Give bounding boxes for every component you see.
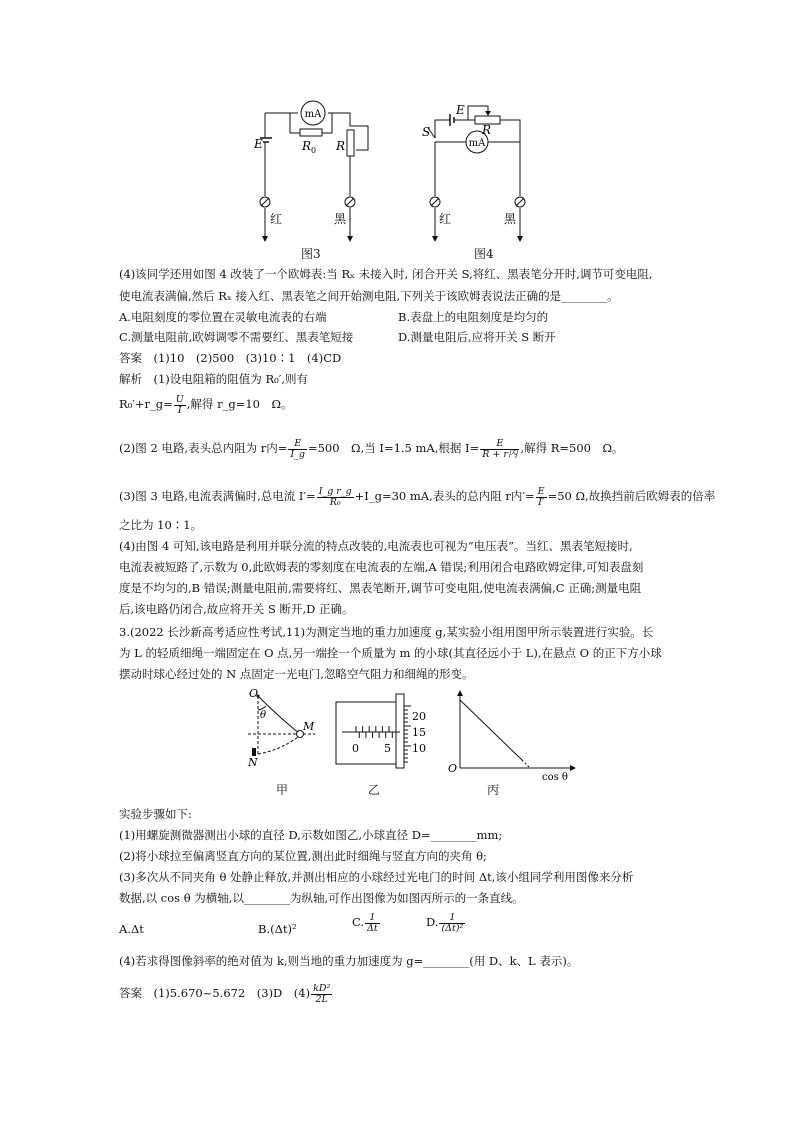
a3-part-c: =50 Ω,故换挡前后欧姆表的倍率 [547,489,716,503]
yi-t20: 20 [412,710,426,723]
yi-s0: 0 [352,742,359,755]
yi-s5: 5 [384,742,391,755]
q3-stem-3: 摆动时球心经过处的 N 点固定一光电门,忽略空气阻力和细绳的形变。 [119,667,474,681]
jia-m: M [303,720,315,733]
jia-n: N [248,756,258,768]
figure-4-circuit [420,98,550,258]
fig4-red: 红 [439,212,452,226]
q3-optc-prefix: C. [352,915,365,929]
bing-o: O [448,762,458,775]
yi-caption: 乙 [368,783,381,797]
q4-stem-1: (4)该同学还用如图 4 改装了一个欧姆表:当 Rₓ 未接入时, 闭合开关 S,将红、黑表笔分开时,调节可变电阻, [119,267,653,281]
eq1-left: R₀′+r_g= [119,397,173,411]
fig4-black: 黑 [504,212,517,226]
analysis-4-line-3: 度是不均匀的,B 错误;测量电阻前,需要将红、黑表笔断开,调节可变电阻,使电流表满偏,C 正确;测量电阻 [119,581,642,595]
fig3-emf: E [254,137,263,151]
q3-optc-frac [365,913,380,934]
bing-caption: 丙 [487,783,500,797]
q4-option-b: B.表盘上的电阻刻度是均匀的 [398,310,549,324]
a2-num-2: E [480,439,519,450]
q4-option-a: A.电阻刻度的零位置在灵敏电流表的右端 [119,310,327,324]
q3-steps: 实验步骤如下: [119,807,192,821]
a2-frac-1 [288,439,307,460]
eq1-num: U [175,393,184,405]
q3-option-d [426,910,466,934]
answer-3-den: 2L [315,993,328,1005]
a3-den-1: R₀ [329,496,341,508]
fig4-emf: E [456,103,465,117]
eq1-right: ,解得 r_g=10 Ω。 [186,397,293,411]
eq1-den: I [177,404,182,416]
jia-o: O [249,688,259,700]
bing-x: cos θ [542,772,568,780]
a3-part-b: +I_g=30 mA,表头的总内阻 r内′= [354,489,535,503]
q3-option-b: B.(Δt)² [258,922,297,936]
q4-option-d: D.测量电阻后,应将开关 S 断开 [398,330,556,344]
q3-optd-den: (Δt)² [441,922,464,934]
q4-stem-2: 使电流表满偏,然后 Rₓ 接入红、黑表笔之间开始测电阻,下列关于该欧姆表说法正确的是________。 [119,289,619,303]
figure-bing-graph [446,688,576,780]
a3-num-2: E [537,485,545,497]
fig4-r: R [482,123,492,137]
a3-frac-2 [536,487,547,508]
analysis-eq-1 [119,392,293,416]
figure-3-caption: 图3 [301,247,321,261]
fig3-meter: mA [304,109,322,120]
analysis-2 [119,436,624,460]
q4-option-c: C.测量电阻前,欧姆调零不需要红、黑表笔短接 [119,330,354,344]
figure-3-circuit [250,98,380,258]
a2-num-1: E [288,439,307,450]
yi-t15: 15 [412,726,426,739]
q3-step-3a: (3)多次从不同夹角 θ 处静止释放,并测出相应的小球经过光电门的时间 Δt,该小组同学利用图像来分析 [119,870,634,884]
fig3-r: R [336,139,346,153]
answer-3-text: 答案 (1)5.670~5.672 (3)D (4) [119,986,311,1000]
q3-stem-2: 为 L 的轻质细绳一端固定在 O 点,另一端拴一个质量为 m 的小球(其直径远小于 L),在悬点 O 的正下方小球 [119,646,662,660]
figure-4-caption: 图4 [474,247,494,261]
a2-den-1: I_g [290,448,305,460]
analysis-3-end: 之比为 10∶1。 [119,518,203,532]
q3-stem-1: 3.(2022 长沙新高考适应性考试,11)为测定当地的重力加速度 g,某实验小组用图甲所示装置进行实验。长 [119,625,654,639]
a2-frac-2 [480,439,519,460]
analysis-4-line-1: (4)由图 4 可知,该电路是利用并联分流的特点改装的,电流表也可视为“电压表”。当红、黑表笔短接时, [119,539,633,553]
figure-yi-micrometer [334,692,434,770]
yi-t10: 10 [412,742,426,755]
fig4-switch: S [422,125,431,139]
answer-3-num: kD² [313,982,331,994]
analysis-4-line-4: 后,该电路仍闭合,故应将开关 S 断开,D 正确。 [119,602,354,616]
jia-caption: 甲 [276,783,289,797]
a2-part-c: ,解得 R=500 Ω。 [520,441,624,455]
answer-3-frac [311,984,332,1005]
jia-theta: θ [260,710,267,721]
q3-option-a: A.Δt [119,922,144,936]
q3-step-3b: 数据,以 cos θ 为横轴,以________为纵轴,可作出图像为如图丙所示的一条直线。 [119,891,524,905]
a2-part-a: (2)图 2 电路,表头总内阻为 r内= [119,441,288,455]
fig3-red: 红 [270,212,283,226]
eq1-fraction [174,395,186,416]
analysis-intro: 解析 (1)设电阻箱的阻值为 R₀′,则有 [119,372,308,386]
q3-step-4: (4)若求得图像斜率的绝对值为 k,则当地的重力加速度为 g=________(用 D、k、L 表示)。 [119,954,579,968]
q3-optd-num: 1 [439,913,465,924]
q3-optd-frac [439,913,465,934]
fig4-meter: mA [468,138,486,149]
fig3-r0-sub: 0 [311,146,317,155]
figure-jia-pendulum [240,688,320,768]
analysis-3 [119,484,715,508]
a3-part-a: (3)图 3 电路,电流表满偏时,总电流 I′= [119,489,316,503]
q3-optc-den: Δt [367,922,378,934]
a3-frac-1 [317,487,354,508]
q3-optd-prefix: D. [426,915,439,929]
q3-option-c [352,910,381,934]
q3-optc-num: 1 [365,913,380,924]
analysis-4-line-2: 电流表被短路了,示数为 0,此欧姆表的零刻度在电流表的左端,A 错误;利用闭合电路欧姆定律,可知表盘刻 [119,560,644,574]
q3-step-2: (2)将小球拉至偏离竖直方向的某位置,测出此时细绳与竖直方向的夹角 θ; [119,849,487,863]
a2-den-2: R + r内 [482,448,518,460]
a3-den-2: I′ [538,496,545,508]
answer-3 [119,980,333,1006]
a3-num-1: I_g r_g [318,485,352,497]
q3-step-1: (1)用螺旋测微器测出小球的直径 D,示数如图乙,小球直径 D=________mm; [119,828,503,842]
fig3-black: 黑 [334,212,347,226]
a2-part-b: =500 Ω,当 I=1.5 mA,根据 I= [307,441,480,455]
answer-1: 答案 (1)10 (2)500 (3)10∶1 (4)CD [119,351,342,365]
fig3-r0: R [302,139,312,153]
